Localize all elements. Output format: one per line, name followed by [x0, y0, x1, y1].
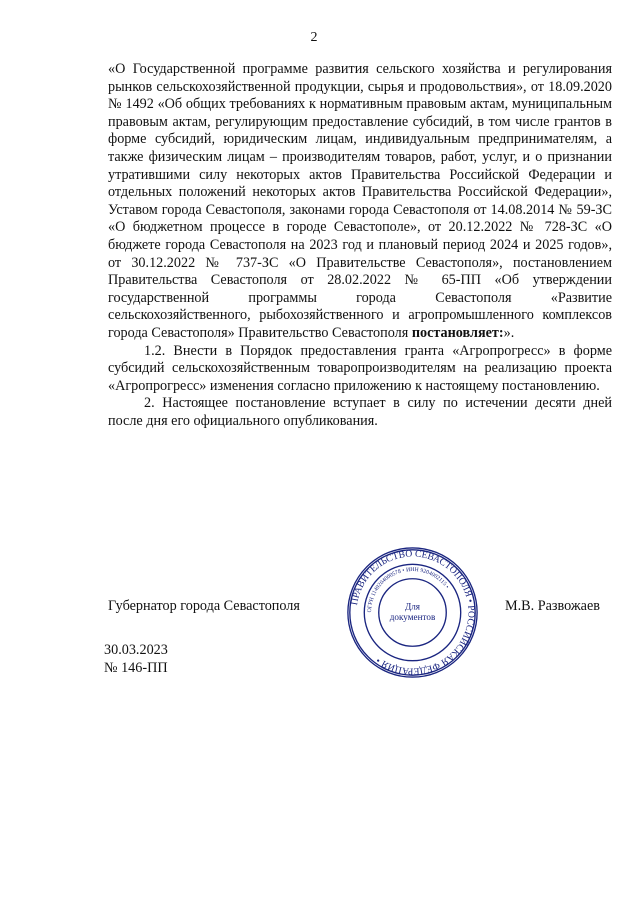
- official-seal-icon: [345, 545, 480, 680]
- clause-1-2: 1.2. Внести в Порядок предоставления гранта «Агропрогресс» в форме субсидий сельскохозяйственным товаропроизводителям на реализацию проекта «Агропрогресс» изменения согласно приложению к настоящему постановлению.: [108, 342, 612, 394]
- clause-2: 2. Настоящее постановление вступает в силу по истечении десяти дней после дня его официального опубликования.: [108, 395, 612, 429]
- preamble-paragraph: «О Государственной программе развития сельского хозяйства и регулирования рынков сельскохозяйственной продукции, сырья и продовольствия», от 18.09.2020 № 1492 «Об общих требованиях к нормативным правовым актам, муниципальным правовым актам, регулирующим предоставление субсидий, в том числе грантов в форме субсидий, юридическим лицам, индивидуальным предпринимателям, а также физическим лицам – производителям товаров, работ, услуг, и о признании утратившими силу некоторых актов Правительства Российской Федерации и отдельных положений некоторых актов Правительства Российской Федерации», Уставом города Севастополя, законами города Севастополя от 14.08.2014 № 59-ЗС «О бюджетном процессе в городе Севастополе», от 20.12.2022 № 728-ЗС «О бюджете города Севастополя на 2023 год и плановый период 2024 и 2025 годов», от 30.12.2022 № 737-ЗС «О Правительстве Севастополя», постановлением Правительства Севастополя от 28.02.2022 № 65-ПП «Об утверждении государственной программы города Севастополя «Развитие сельскохозяйственного, рыбохозяйственного и агропромышленного комплексов города Севастополя» Правительство Севастополя постановляет:».: [108, 61, 612, 341]
- signatory-title: Губернатор города Севастополя: [108, 598, 300, 614]
- page-number: 2: [310, 30, 318, 45]
- seal-outer-path: ПРАВИТЕЛЬСТВО СЕВАСТОПОЛЯ • РОССИЙСКАЯ ФЕДЕРАЦИЯ •: [349, 548, 477, 677]
- document-body: [108, 61, 612, 430]
- document-date: 30.03.2023: [104, 642, 168, 658]
- resolves-word: постановляет:: [411, 324, 504, 341]
- seal-center-line1: Для: [404, 601, 421, 612]
- document-number: № 146-ПП: [104, 660, 168, 676]
- signatory-name: М.В. Развожаев: [505, 598, 600, 614]
- seal-inner-path: ОГРН 1149204000578 • ИНН 9204002115 •: [366, 567, 450, 613]
- seal-center-line2: документов: [389, 612, 436, 623]
- preamble-text: «О Государственной программе развития сельского хозяйства и регулирования рынков сельскохозяйственной продукции, сырья и продовольствия», от 18.09.2020 № 1492 «Об общих требованиях к нормативным правовым актам, муниципальным правовым актам, регулирующим предоставление субсидий, в том числе грантов в форме субсидий, юридическим лицам, индивидуальным предпринимателям, а также физическим лицам – производителям товаров, работ, услуг, и о признании утратившими силу некоторых актов Правительства Российской Федерации и отдельных положений некоторых актов Правительства Российской Федерации», Уставом города Севастополя, законами города Севастополя от 14.08.2014 № 59-ЗС «О бюджетном процессе в городе Севастополе», от 20.12.2022 № 728-ЗС «О бюджете города Севастополя на 2023 год и плановый период 2024 и 2025 годов», от 30.12.2022 № 737-ЗС «О Правительстве Севастополя», постановлением Правительства Севастополя от 28.02.2022 № 65-ПП «Об утверждении государственной программы города Севастополя «Развитие сельскохозяйственного, рыбохозяйственного и агропромышленного комплексов города Севастополя» Правительство Севастополя: [108, 61, 612, 341]
